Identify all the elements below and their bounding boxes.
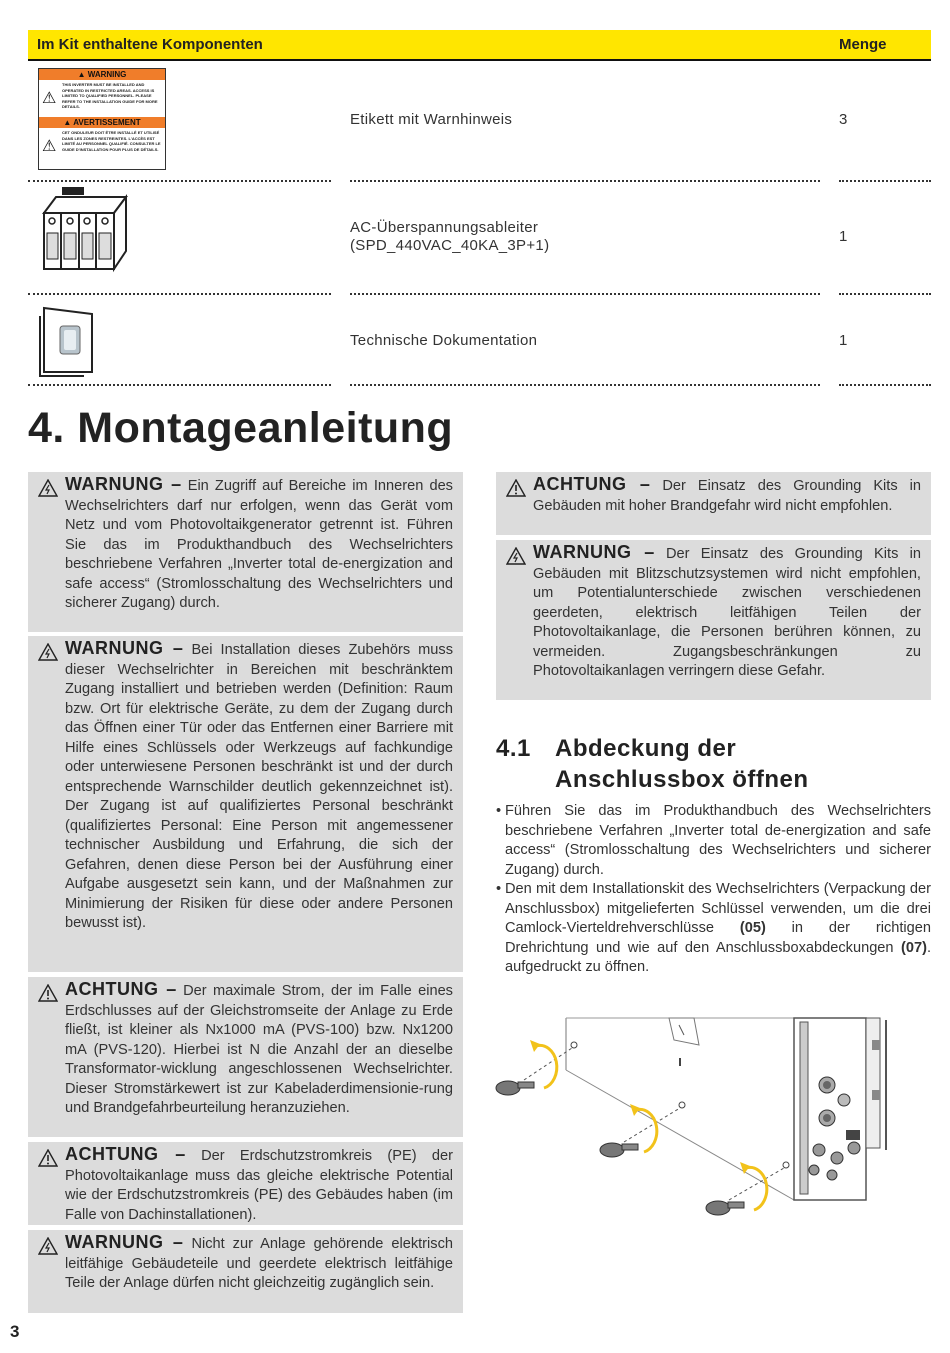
row-qty: 1 [839, 332, 848, 349]
row-label-line1: AC-Überspannungsableiter [350, 219, 539, 236]
row-qty: 3 [839, 111, 848, 128]
note-caution-fire-risk [496, 472, 931, 535]
label-warning-title: WARNING [87, 70, 127, 79]
electric-hazard-icon [38, 479, 58, 497]
row-divider [839, 293, 931, 295]
row-qty: 1 [839, 228, 848, 245]
row-divider [350, 180, 820, 182]
note-warning-lightning-protection [496, 540, 931, 700]
surge-arrester-icon [34, 185, 129, 281]
table-row-documentation [28, 296, 931, 384]
note-keyword: WARNUNG – [65, 474, 182, 494]
header-quantity: Menge [839, 36, 887, 53]
warning-label-image [38, 68, 166, 170]
list-item-text: Führen Sie das im Produkthandbuch des Wechselrichters beschriebene Verfahren „Inverter total de-energization and safe access“ (Stromlosschaltung des Wechselrichters und sicherer Zugang) durch. [505, 803, 931, 878]
hazard-icon: ⚠ [42, 138, 57, 155]
note-warning-conductive-parts [28, 1230, 463, 1313]
note-text: Nicht zur Anlage gehörende elektrisch leitfähige Gebäudeteile und geerdete elektrisch leitfähige Teile der Anlage dürfen nicht gleichzeitig zugänglich sein. [65, 1236, 453, 1291]
instruction-list [496, 802, 931, 978]
row-divider [350, 384, 820, 386]
caution-icon [506, 479, 526, 497]
hazard-icon: ⚠ [42, 90, 57, 107]
subsection-number: 4.1 [496, 735, 531, 762]
caution-icon [38, 984, 58, 1002]
list-item-text: in der richtigen Drehrichtung und wie auf den Anschlussboxabdeckungen [505, 920, 932, 956]
label-avert-text: CET ONDULEUR DOIT ÊTRE INSTALLÉ ET UTILISÉ DANS LES ZONES RESTREINTES. L'ACCÈS EST LIMITÉ AU PERSONNEL QUALIFIÉ. CONSULTER LE GUIDE D'INSTALLATION POUR PLUS DE DÉTAILS. [62, 130, 161, 152]
documentation-icon [38, 302, 98, 378]
note-text: Ein Zugriff auf Bereiche im Inneren des Wechselrichters darf nur erfolgen, wenn das Gerät vom Netz und vom Photovoltaikgenerator getrennt ist. Führen Sie das im Produkthandbuch des Wechselrichters beschriebene Verfahren „Inverter total de-energization and safe access“ (Stromlosschaltung des Wechselrichters und sicherer Zugang) durch. [65, 478, 453, 611]
note-warning-access [28, 472, 463, 632]
note-keyword: WARNUNG – [533, 542, 655, 562]
subsection-title: Abdeckung der Anschlussbox öffnen [555, 735, 809, 793]
warning-triangle-icon: ▲ [63, 118, 72, 127]
row-divider [28, 293, 331, 295]
row-divider [28, 180, 331, 182]
list-item [496, 802, 931, 880]
note-text: Der maximale Strom, der im Falle eines Erdschlusses auf der Gleichstromseite der Anlage zu Erde fließt, ist kleiner als Nx1000 mA (PVS-100) bzw. Nx1200 mA (PVS-120). Hierbei ist N die Anzahl der an dieselbe Transformator-wicklung angeschlossenen Wechselrichter. Dieser Stromstärkewert ist zur Kabeladerdimensionie-rung und Brandgefahrbeurteilung heranzuziehen. [65, 983, 453, 1116]
row-divider [839, 180, 931, 182]
note-caution-pe-potential [28, 1142, 463, 1225]
page-number: 3 [10, 1322, 20, 1341]
list-item-text: . aufgedruckt zu öffnen. [505, 939, 931, 975]
note-caution-max-current [28, 977, 463, 1137]
label-warning-text: THIS INVERTER MUST BE INSTALLED AND OPERATED IN RESTRICTED AREAS. ACCESS IS LIMITED TO QUALIFIED PERSONNEL. PLEASE REFER TO THE INSTALLATION GUIDE FOR MORE DETAILS. [62, 82, 158, 109]
table-row-warning-label [28, 62, 931, 180]
note-keyword: WARNUNG – [65, 638, 184, 658]
note-text: Bei Installation dieses Zubehörs muss dieser Wechselrichter in Bereichen mit beschränktem Zugang installiert und betrieben werden (Definition: Raum bzw. Ort für elektrische Geräte, zu dem der Zugang durch das Öffnen einer Tür oder das Entfernen einer Barriere mit Hilfe eines Schlüssels oder Werkzeugs auf fachkundige oder unterwiesene Personen beschränkt ist und der durch entsprechende Warnschilder deutlich gekennzeichnet ist). Der Zugang ist auf qualifiziertes Personal beschränkt (qualifiziertes Personal: Eine Person mit angemessener technischer Ausbildung und Erfahrung, die sich der Gefahren, denen diese Person bei der Ausführung einer Aufgabe ausgesetzt sein kann, und der Maßnahmen zur Minimierung der Risiken für diese oder andere Personen bewusst ist). [65, 642, 453, 931]
label-avert-title: AVERTISSEMENT [73, 118, 141, 127]
note-text: Der Erdschutzstromkreis (PE) der Photovoltaikanlage muss das gleiche elektrische Potential wie der Erdschutzstromkreis (PE) des Gebäudes haben (im Falle von Dachinstallationen). [65, 1148, 453, 1223]
row-divider [350, 293, 820, 295]
header-components: Im Kit enthaltene Komponenten [37, 36, 263, 53]
junction-box-illustration [494, 1010, 934, 1220]
note-text: Der Einsatz des Grounding Kits in Gebäuden mit Blitzschutzsystemen wird nicht empfohlen, um Potentialunterschiede zwischen verschiedenen geerdeten, elektrisch leitfähigen Teilen der Photovoltaikanlage, die Personen berühren können, zu vermeiden. Zugangsbeschränkungen zu Photovoltaikanlagen verringern diese Gefahr. [533, 546, 921, 679]
row-label: Technische Dokumentation [350, 332, 538, 349]
components-table-header [28, 30, 931, 61]
table-row-surge-arrester [28, 183, 931, 293]
electric-hazard-icon [38, 1237, 58, 1255]
note-keyword: ACHTUNG – [65, 1144, 186, 1164]
note-keyword: WARNUNG – [65, 1232, 184, 1252]
electric-hazard-icon [38, 643, 58, 661]
ref-number: (05) [739, 920, 766, 936]
note-keyword: ACHTUNG – [533, 474, 651, 494]
row-label: Etikett mit Warnhinweis [350, 111, 513, 128]
note-warning-restricted-area [28, 636, 463, 972]
note-keyword: ACHTUNG – [65, 979, 177, 999]
list-item [496, 880, 931, 978]
row-label-line2: (SPD_440VAC_40KA_3P+1) [350, 237, 550, 254]
warning-triangle-icon: ▲ [77, 70, 86, 79]
note-text: Der Einsatz des Grounding Kits in Gebäuden mit hoher Brandgefahr wird nicht empfohlen. [533, 478, 921, 514]
row-divider [28, 384, 331, 386]
row-divider [839, 384, 931, 386]
ref-number: (07) [900, 939, 927, 956]
section-title: 4. Montageanleitung [28, 404, 454, 452]
electric-hazard-icon [506, 547, 526, 565]
list-item-text: Den mit dem Installationskit des Wechselrichters (Verpackung der Anschlussbox) mitgelieferten Schlüssel verwenden, um die drei Camlock-Vierteldrehverschlüsse [505, 881, 931, 936]
caution-icon [38, 1149, 58, 1167]
